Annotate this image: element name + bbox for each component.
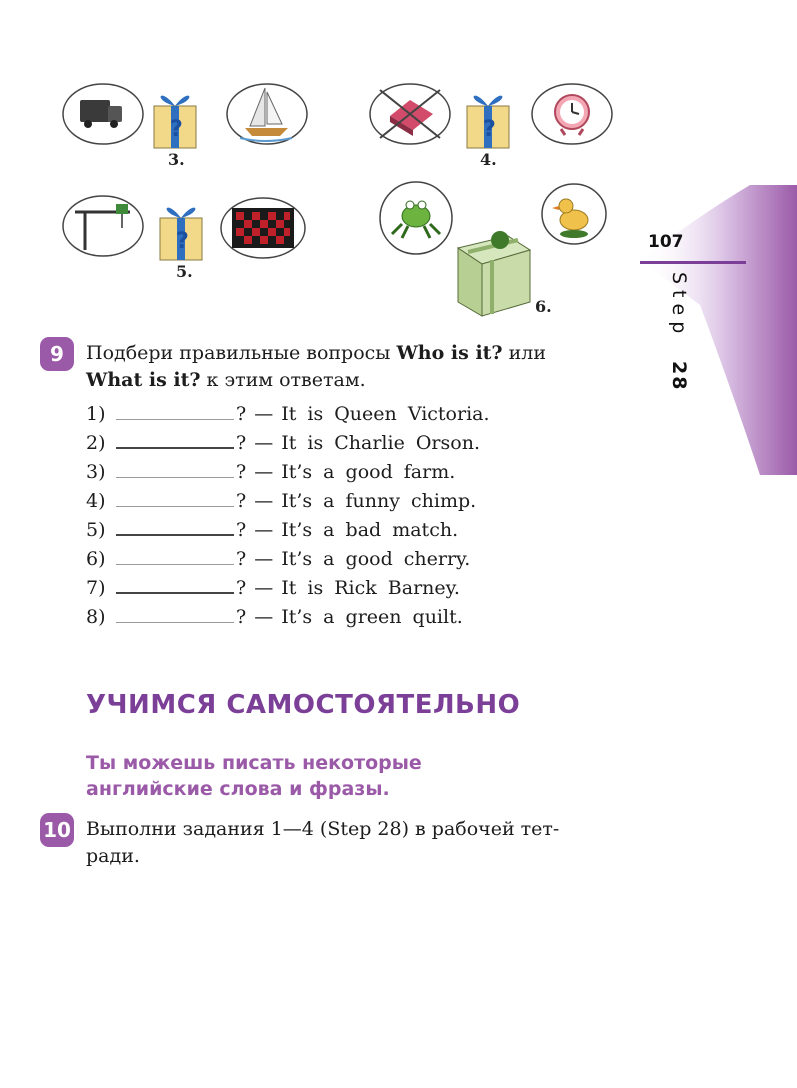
instruction-part1: Подбери правильные вопросы <box>86 342 397 364</box>
svg-text:?: ? <box>170 117 183 142</box>
subtitle-line-2: английские слова и фразы. <box>86 778 390 800</box>
answer-text: It’s a good farm. <box>281 461 456 483</box>
question-mark: ? <box>236 548 247 570</box>
exercise-number: 8) <box>86 606 106 628</box>
answer-text: It’s a funny chimp. <box>281 490 477 512</box>
thought-bubble-left <box>63 196 143 256</box>
gift-box-icon <box>154 96 196 148</box>
step-number: 28 <box>668 361 690 392</box>
answer-text: It is Queen Victoria. <box>281 403 490 425</box>
page-number: 107 <box>648 232 684 252</box>
who-question: Who is it? <box>396 342 503 364</box>
dash: — <box>254 490 274 512</box>
svg-text:?: ? <box>483 117 496 142</box>
question-mark: ? <box>236 577 247 599</box>
exercise-row <box>86 458 646 487</box>
exercise-row <box>86 487 646 516</box>
answer-blank-2[interactable] <box>116 429 234 449</box>
page-number-rule <box>640 261 746 264</box>
question-mark: ? <box>236 432 247 454</box>
exercise-row <box>86 400 646 429</box>
exercise-number: 6) <box>86 548 106 570</box>
picture-3 <box>60 78 310 158</box>
task-9-badge: 9 <box>40 337 74 371</box>
dash: — <box>254 519 274 541</box>
dash: — <box>254 606 274 628</box>
subtitle-line-1: Ты можешь писать некоторые <box>86 752 422 774</box>
question-mark: ? <box>236 519 247 541</box>
answer-blank-3[interactable] <box>116 459 234 478</box>
exercise-row <box>86 574 646 603</box>
picture-label-4: 4. <box>480 150 497 169</box>
side-decoration <box>640 185 797 475</box>
dash: — <box>254 577 274 599</box>
picture-4 <box>365 78 615 158</box>
task-10-line-2: ради. <box>86 845 140 867</box>
gift-box-icon <box>467 96 509 148</box>
question-mark: ? <box>236 606 247 628</box>
or-word: или <box>502 342 547 364</box>
checkered-blanket-icon <box>232 208 294 248</box>
answer-text: It is Rick Barney. <box>281 577 460 599</box>
answer-blank-5[interactable] <box>116 516 234 536</box>
step-label <box>668 272 690 392</box>
exercise-number: 4) <box>86 490 106 512</box>
exercise-number: 2) <box>86 432 106 454</box>
answer-blank-7[interactable] <box>116 574 234 594</box>
section-title: УЧИМСЯ САМОСТОЯТЕЛЬНО <box>86 690 521 720</box>
dash: — <box>254 403 274 425</box>
dash: — <box>254 432 274 454</box>
task-10-line-1: Выполни задания 1—4 (Step 28) в рабочей тет- <box>86 818 560 840</box>
task-10-badge: 10 <box>40 813 74 847</box>
answer-blank-6[interactable] <box>116 546 234 565</box>
task-9-instruction <box>86 340 636 394</box>
answer-text: It is Charlie Orson. <box>281 432 480 454</box>
answer-text: It’s a bad match. <box>281 519 459 541</box>
gift-box-icon <box>458 231 530 316</box>
exercise-number: 5) <box>86 519 106 541</box>
exercise-number: 3) <box>86 461 106 483</box>
question-mark: ? <box>236 490 247 512</box>
svg-text:?: ? <box>176 229 189 254</box>
picture-6 <box>378 178 618 318</box>
picture-label-5: 5. <box>176 262 193 281</box>
exercise-row <box>86 603 646 632</box>
step-word: Step <box>668 272 690 340</box>
what-question: What is it? <box>86 369 201 391</box>
dash: — <box>254 548 274 570</box>
picture-5 <box>60 190 310 270</box>
answer-blank-8[interactable] <box>116 604 234 623</box>
picture-label-3: 3. <box>168 150 185 169</box>
answer-text: It’s a good cherry. <box>281 548 471 570</box>
exercise-list <box>86 400 646 632</box>
section-subtitle <box>86 750 556 802</box>
answer-blank-4[interactable] <box>116 488 234 507</box>
question-mark: ? <box>236 403 247 425</box>
exercise-row <box>86 545 646 574</box>
picture-label-6: 6. <box>535 297 552 316</box>
instruction-part2: к этим ответам. <box>200 369 366 391</box>
answer-blank-1[interactable] <box>116 401 234 420</box>
dash: — <box>254 461 274 483</box>
exercise-number: 1) <box>86 403 106 425</box>
exercise-row <box>86 516 646 545</box>
exercise-row <box>86 429 646 458</box>
task-10-instruction <box>86 816 646 870</box>
question-mark: ? <box>236 461 247 483</box>
exercise-number: 7) <box>86 577 106 599</box>
gift-box-icon <box>160 208 202 260</box>
answer-text: It’s a green quilt. <box>281 606 463 628</box>
